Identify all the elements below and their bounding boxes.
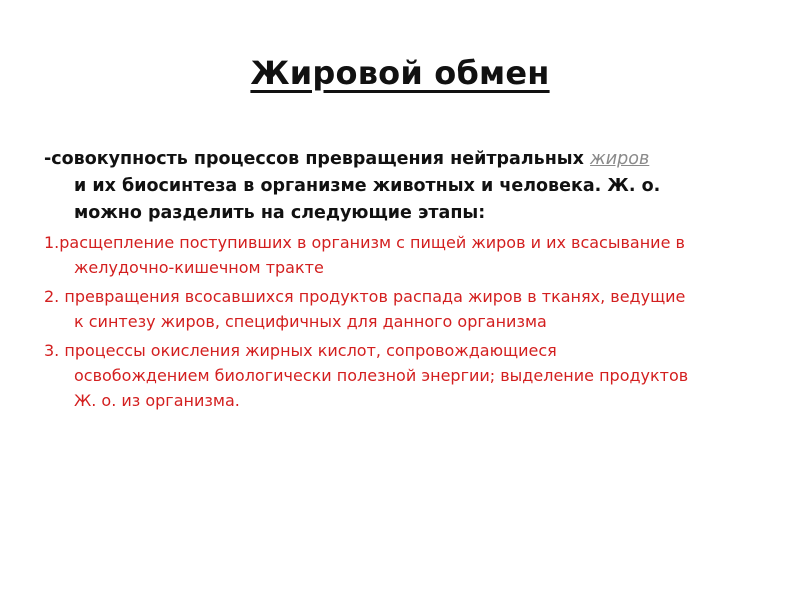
stage-item-3: [44, 338, 779, 413]
stages-list: [44, 230, 779, 417]
stage-3-line-1: 3. процессы окисления жирных кислот, сопровождающиеся: [44, 341, 557, 360]
slide-title: Жировой обмен: [250, 54, 550, 92]
definition-line-1: [44, 149, 649, 169]
stage-3-line-3: Ж. о. из организма.: [74, 391, 240, 410]
definition-line-3: можно разделить на следующие этапы:: [74, 203, 486, 223]
stage-2-line-2: к синтезу жиров, специфичных для данного организма: [74, 312, 547, 331]
definition-paragraph: [44, 146, 764, 227]
definition-line-2: и их биосинтеза в организме животных и человека. Ж. о.: [74, 176, 661, 196]
stage-item-1: [44, 230, 779, 280]
stage-1-line-1: 1.расщепление поступивших в организм с пищей жиров и их всасывание в: [44, 233, 685, 252]
definition-line-1-text: -совокупность процессов превращения нейтральных: [44, 149, 591, 169]
stage-item-2: [44, 284, 779, 334]
stage-2-line-1: 2. превращения всосавшихся продуктов распада жиров в тканях, ведущие: [44, 287, 686, 306]
stage-3-line-2: освобождением биологически полезной энергии; выделение продуктов: [74, 366, 689, 385]
stage-1-line-2: желудочно-кишечном тракте: [74, 258, 324, 277]
title-container: [0, 54, 800, 92]
zhirov-link[interactable]: жиров: [590, 149, 650, 169]
